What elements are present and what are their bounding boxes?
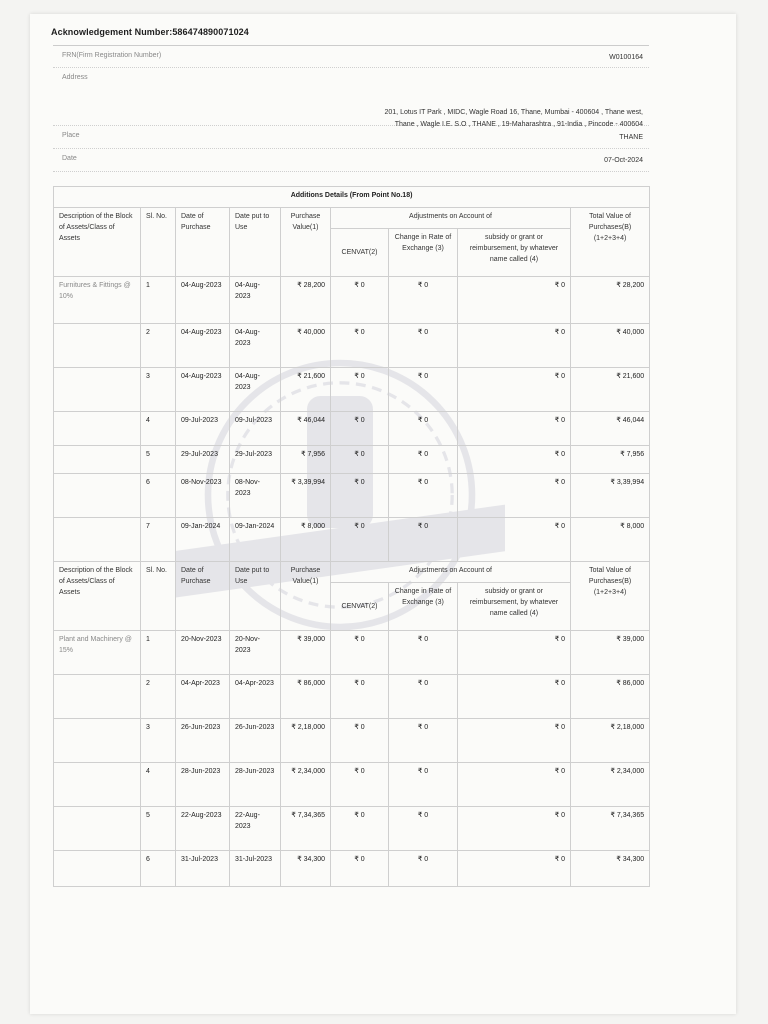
date-of-purchase-cell: 08-Nov-2023 [176, 474, 230, 518]
empty-cell [54, 763, 141, 807]
table-row [54, 277, 650, 324]
exchange-cell: ₹ 0 [389, 851, 458, 887]
purchase-value-cell: ₹ 39,000 [281, 631, 331, 675]
empty-cell [54, 851, 141, 887]
date-of-purchase-cell: 29-Jul-2023 [176, 446, 230, 474]
empty-cell [54, 368, 141, 412]
info-row-place [53, 126, 649, 149]
total-value-cell: ₹ 39,000 [571, 631, 650, 675]
table-row [54, 719, 650, 763]
purchase-value-cell: ₹ 40,000 [281, 324, 331, 368]
subsidy-cell: ₹ 0 [458, 631, 571, 675]
date-of-purchase-cell: 04-Aug-2023 [176, 324, 230, 368]
header-sl-no: Sl. No. [141, 208, 176, 277]
additions-table [53, 186, 650, 887]
info-row-address [53, 68, 649, 126]
total-value-cell: ₹ 28,200 [571, 277, 650, 324]
firm-info-section [53, 45, 649, 172]
subsidy-cell: ₹ 0 [458, 763, 571, 807]
table-row [54, 851, 650, 887]
subsidy-cell: ₹ 0 [458, 412, 571, 446]
subsidy-cell: ₹ 0 [458, 851, 571, 887]
info-label: Address [62, 74, 88, 81]
header-subsidy: subsidy or grant or reimbursement, by whatever name called (4) [458, 583, 571, 631]
date-put-to-use-cell: 20-Nov-2023 [230, 631, 281, 675]
purchase-value-cell: ₹ 21,600 [281, 368, 331, 412]
sl-no-cell: 4 [141, 412, 176, 446]
total-value-cell: ₹ 7,34,365 [571, 807, 650, 851]
date-of-purchase-cell: 04-Apr-2023 [176, 675, 230, 719]
exchange-cell: ₹ 0 [389, 631, 458, 675]
date-put-to-use-cell: 22-Aug-2023 [230, 807, 281, 851]
date-put-to-use-cell: 04-Aug-2023 [230, 277, 281, 324]
date-of-purchase-cell: 28-Jun-2023 [176, 763, 230, 807]
date-of-purchase-cell: 04-Aug-2023 [176, 368, 230, 412]
cenvat-cell: ₹ 0 [331, 518, 389, 562]
table-row [54, 324, 650, 368]
sl-no-cell: 1 [141, 277, 176, 324]
sl-no-cell: 5 [141, 446, 176, 474]
sl-no-cell: 2 [141, 324, 176, 368]
sl-no-cell: 5 [141, 807, 176, 851]
empty-cell [54, 412, 141, 446]
date-put-to-use-cell: 04-Aug-2023 [230, 368, 281, 412]
sl-no-cell: 2 [141, 675, 176, 719]
empty-cell [54, 324, 141, 368]
cenvat-cell: ₹ 0 [331, 675, 389, 719]
total-value-cell: ₹ 40,000 [571, 324, 650, 368]
table-row [54, 631, 650, 675]
info-value: THANE [619, 134, 643, 141]
header-description: Description of the Block of Assets/Class of Assets [54, 562, 141, 631]
empty-cell [54, 474, 141, 518]
empty-cell [54, 518, 141, 562]
header-adjustments: Adjustments on Account of [331, 208, 571, 229]
header-sl-no: Sl. No. [141, 562, 176, 631]
table-row [54, 474, 650, 518]
date-put-to-use-cell: 31-Jul-2023 [230, 851, 281, 887]
header-exchange: Change in Rate of Exchange (3) [389, 229, 458, 277]
cenvat-cell: ₹ 0 [331, 763, 389, 807]
header-date-put-to-use: Date put to Use [230, 208, 281, 277]
table-row [54, 807, 650, 851]
empty-cell [54, 675, 141, 719]
date-put-to-use-cell: 28-Jun-2023 [230, 763, 281, 807]
sl-no-cell: 6 [141, 474, 176, 518]
date-of-purchase-cell: 22-Aug-2023 [176, 807, 230, 851]
header-date-of-purchase: Date of Purchase [176, 208, 230, 277]
sl-no-cell: 1 [141, 631, 176, 675]
cenvat-cell: ₹ 0 [331, 474, 389, 518]
subsidy-cell: ₹ 0 [458, 518, 571, 562]
total-value-cell: ₹ 8,000 [571, 518, 650, 562]
header-cenvat: CENVAT(2) [331, 229, 389, 277]
empty-cell [54, 719, 141, 763]
table-row [54, 412, 650, 446]
purchase-value-cell: ₹ 86,000 [281, 675, 331, 719]
date-put-to-use-cell: 09-Jan-2024 [230, 518, 281, 562]
total-value-cell: ₹ 3,39,994 [571, 474, 650, 518]
cenvat-cell: ₹ 0 [331, 719, 389, 763]
purchase-value-cell: ₹ 7,34,365 [281, 807, 331, 851]
table-title: Additions Details (From Point No.18) [54, 187, 650, 208]
block-name: Plant and Machinery @ 15% [54, 631, 141, 675]
cenvat-cell: ₹ 0 [331, 412, 389, 446]
cenvat-cell: ₹ 0 [331, 446, 389, 474]
exchange-cell: ₹ 0 [389, 807, 458, 851]
table-row [54, 518, 650, 562]
table-row [54, 368, 650, 412]
purchase-value-cell: ₹ 7,956 [281, 446, 331, 474]
exchange-cell: ₹ 0 [389, 412, 458, 446]
header-adjustments: Adjustments on Account of [331, 562, 571, 583]
acknowledgement-number: Acknowledgement Number:586474890071024 [51, 27, 249, 37]
cenvat-cell: ₹ 0 [331, 807, 389, 851]
table-row [54, 446, 650, 474]
sl-no-cell: 3 [141, 719, 176, 763]
info-label: Place [62, 132, 80, 139]
table-row [54, 763, 650, 807]
subsidy-cell: ₹ 0 [458, 807, 571, 851]
date-of-purchase-cell: 04-Aug-2023 [176, 277, 230, 324]
date-of-purchase-cell: 20-Nov-2023 [176, 631, 230, 675]
subsidy-cell: ₹ 0 [458, 368, 571, 412]
info-value: 201, Lotus IT Park , MIDC, Wagle Road 16, Thane, Mumbai - 400604 , Thane west, Thane , Wagle I.E. S.O , THANE , 19-Maharashtra , 91-India , Pincode - 400604 [384, 109, 643, 128]
exchange-cell: ₹ 0 [389, 474, 458, 518]
date-put-to-use-cell: 04-Aug-2023 [230, 324, 281, 368]
subsidy-cell: ₹ 0 [458, 324, 571, 368]
total-value-cell: ₹ 86,000 [571, 675, 650, 719]
exchange-cell: ₹ 0 [389, 719, 458, 763]
date-put-to-use-cell: 29-Jul-2023 [230, 446, 281, 474]
header-purchase-value: Purchase Value(1) [281, 208, 331, 277]
header-row [54, 208, 650, 229]
date-put-to-use-cell: 26-Jun-2023 [230, 719, 281, 763]
info-row-date [53, 149, 649, 172]
sl-no-cell: 6 [141, 851, 176, 887]
cenvat-cell: ₹ 0 [331, 851, 389, 887]
exchange-cell: ₹ 0 [389, 763, 458, 807]
total-value-cell: ₹ 2,34,000 [571, 763, 650, 807]
table-row [54, 675, 650, 719]
sl-no-cell: 3 [141, 368, 176, 412]
date-of-purchase-cell: 09-Jan-2024 [176, 518, 230, 562]
header-date-put-to-use: Date put to Use [230, 562, 281, 631]
empty-cell [54, 446, 141, 474]
date-of-purchase-cell: 09-Jul-2023 [176, 412, 230, 446]
date-put-to-use-cell: 09-Jul-2023 [230, 412, 281, 446]
subsidy-cell: ₹ 0 [458, 675, 571, 719]
header-cenvat: CENVAT(2) [331, 583, 389, 631]
sl-no-cell: 4 [141, 763, 176, 807]
cenvat-cell: ₹ 0 [331, 368, 389, 412]
header-description: Description of the Block of Assets/Class of Assets [54, 208, 141, 277]
header-total-value: Total Value of Purchases(B) (1+2+3+4) [571, 562, 650, 631]
subsidy-cell: ₹ 0 [458, 277, 571, 324]
cenvat-cell: ₹ 0 [331, 631, 389, 675]
subsidy-cell: ₹ 0 [458, 474, 571, 518]
exchange-cell: ₹ 0 [389, 324, 458, 368]
info-value: W0100164 [609, 54, 643, 61]
info-row-frn [53, 46, 649, 68]
exchange-cell: ₹ 0 [389, 518, 458, 562]
exchange-cell: ₹ 0 [389, 277, 458, 324]
total-value-cell: ₹ 2,18,000 [571, 719, 650, 763]
header-subsidy: subsidy or grant or reimbursement, by whatever name called (4) [458, 229, 571, 277]
subsidy-cell: ₹ 0 [458, 446, 571, 474]
block-name: Furnitures & Fittings @ 10% [54, 277, 141, 324]
info-label: FRN(Firm Registration Number) [62, 52, 162, 59]
info-label: Date [62, 155, 77, 162]
header-total-value: Total Value of Purchases(B) (1+2+3+4) [571, 208, 650, 277]
date-put-to-use-cell: 08-Nov-2023 [230, 474, 281, 518]
purchase-value-cell: ₹ 8,000 [281, 518, 331, 562]
total-value-cell: ₹ 7,956 [571, 446, 650, 474]
date-of-purchase-cell: 31-Jul-2023 [176, 851, 230, 887]
cenvat-cell: ₹ 0 [331, 324, 389, 368]
date-of-purchase-cell: 26-Jun-2023 [176, 719, 230, 763]
empty-cell [54, 807, 141, 851]
cenvat-cell: ₹ 0 [331, 277, 389, 324]
exchange-cell: ₹ 0 [389, 675, 458, 719]
total-value-cell: ₹ 21,600 [571, 368, 650, 412]
exchange-cell: ₹ 0 [389, 368, 458, 412]
header-row [54, 562, 650, 583]
exchange-cell: ₹ 0 [389, 446, 458, 474]
header-purchase-value: Purchase Value(1) [281, 562, 331, 631]
date-put-to-use-cell: 04-Apr-2023 [230, 675, 281, 719]
purchase-value-cell: ₹ 3,39,994 [281, 474, 331, 518]
header-date-of-purchase: Date of Purchase [176, 562, 230, 631]
purchase-value-cell: ₹ 46,044 [281, 412, 331, 446]
purchase-value-cell: ₹ 34,300 [281, 851, 331, 887]
purchase-value-cell: ₹ 28,200 [281, 277, 331, 324]
total-value-cell: ₹ 46,044 [571, 412, 650, 446]
purchase-value-cell: ₹ 2,18,000 [281, 719, 331, 763]
purchase-value-cell: ₹ 2,34,000 [281, 763, 331, 807]
info-value: 07-Oct-2024 [604, 157, 643, 164]
sl-no-cell: 7 [141, 518, 176, 562]
header-exchange: Change in Rate of Exchange (3) [389, 583, 458, 631]
total-value-cell: ₹ 34,300 [571, 851, 650, 887]
subsidy-cell: ₹ 0 [458, 719, 571, 763]
